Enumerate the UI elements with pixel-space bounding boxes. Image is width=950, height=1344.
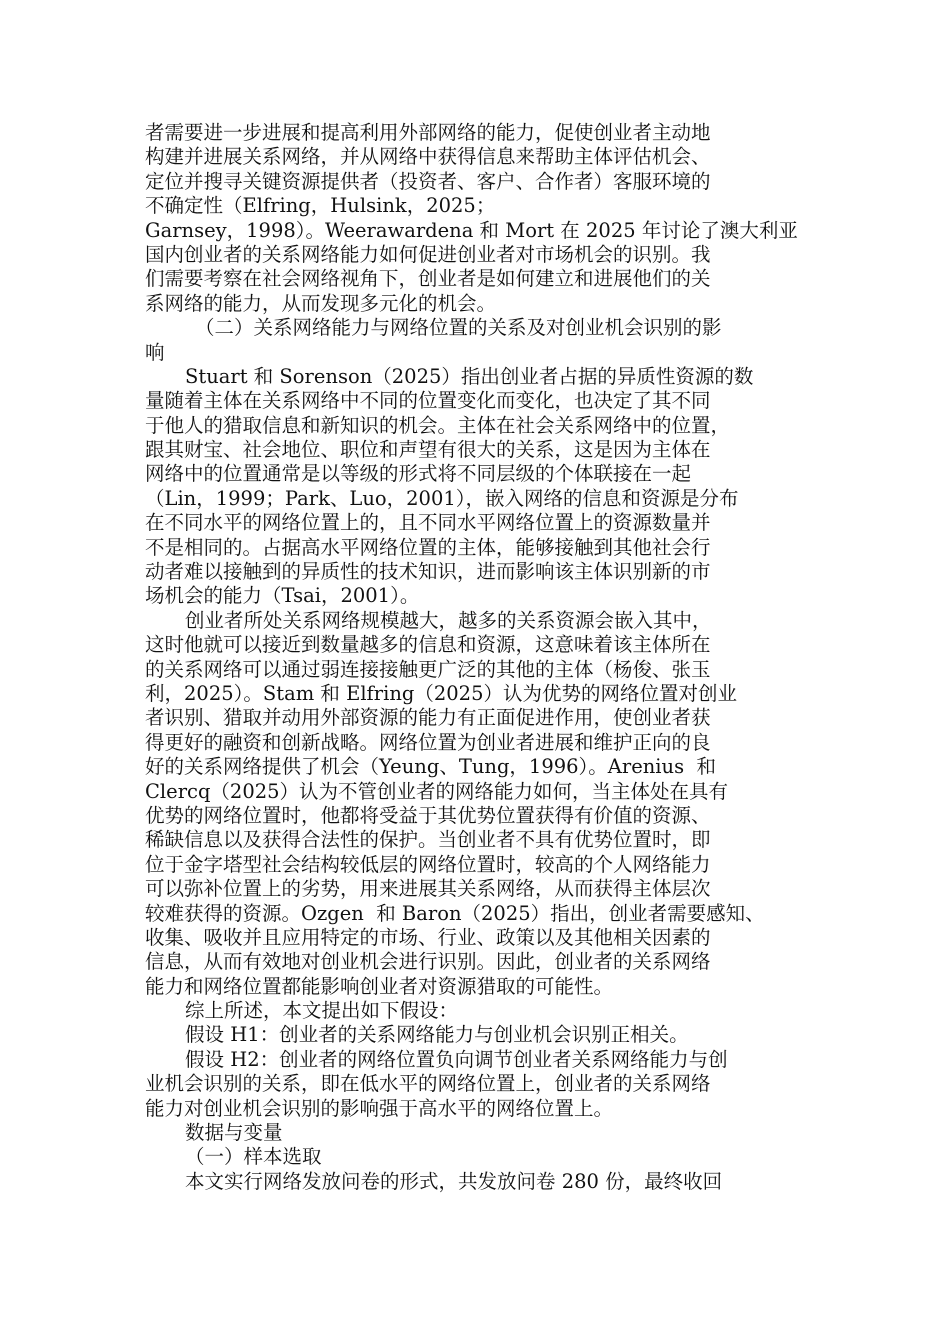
- text-line: 假设 H1：创业者的关系网络能力与创业机会识别正相关。: [185, 1023, 689, 1047]
- text-line: 定位并搜寻关键资源提供者（投资者、客户、合作者）客服环境的: [145, 169, 711, 193]
- text-line: 可以弥补位置上的劣势，用来进展其关系网络，从而获得主体层次: [145, 877, 711, 901]
- text-line: （一）样本选取: [185, 1145, 322, 1169]
- text-line: 得更好的融资和创新战略。网络位置为创业者进展和维护正向的良: [145, 730, 711, 754]
- text-line: 系网络的能力，从而发现多元化的机会。: [145, 291, 497, 315]
- text-line: 构建并进展关系网络，并从网络中获得信息来帮助主体评估机会、: [145, 145, 711, 169]
- text-line: 综上所述，本文提出如下假设：: [185, 999, 459, 1023]
- text-line: 响: [145, 340, 165, 364]
- text-line: 者需要进一步进展和提高利用外部网络的能力，促使创业者主动地: [145, 121, 711, 144]
- text-line: 业机会识别的关系，即在低水平的网络位置上，创业者的关系网络: [145, 1072, 711, 1096]
- text-line: （Lin，1999；Park、Luo，2001），嵌入网络的信息和资源是分布: [145, 486, 739, 510]
- text-line: 位于金字塔型社会结构较低层的网络位置时，较高的个人网络能力: [145, 852, 711, 876]
- text-line: 能力对创业机会识别的影响强于高水平的网络位置上。: [145, 1096, 614, 1120]
- text-line: 假设 H2：创业者的网络位置负向调节创业者关系网络能力与创: [185, 1047, 728, 1071]
- text-line: 数据与变量: [185, 1121, 283, 1145]
- text-line: 不是相同的。占据高水平网络位置的主体，能够接触到其他社会行: [145, 535, 711, 559]
- text-line: 在不同水平的网络位置上的，且不同水平网络位置上的资源数量并: [145, 511, 711, 535]
- text-line: 者识别、猎取并动用外部资源的能力有正面促进作用，使创业者获: [145, 706, 711, 730]
- text-line: 好的关系网络提供了机会（Yeung、Tung，1996）。Arenius 和: [145, 755, 717, 779]
- text-line: 于他人的猎取信息和新知识的机会。主体在社会关系网络中的位置，: [145, 413, 731, 437]
- text-line: 不确定性（Elfring，Hulsink，2025；: [145, 194, 496, 218]
- text-line: 这时他就可以接近到数量越多的信息和资源，这意味着该主体所在: [145, 633, 711, 657]
- text-line: 信息，从而有效地对创业机会进行识别。因此，创业者的关系网络: [145, 950, 711, 974]
- text-line: 动者难以接触到的异质性的技术知识，进而影响该主体识别新的市: [145, 560, 711, 584]
- text-line: 本文实行网络发放问卷的形式，共发放问卷 280 份，最终收回: [185, 1169, 723, 1193]
- document-body: [145, 121, 805, 1194]
- text-line: 稀缺信息以及获得合法性的保护。当创业者不具有优势位置时，即: [145, 828, 711, 852]
- text-line: 网络中的位置通常是以等级的形式将不同层级的个体联接在一起: [145, 462, 692, 486]
- text-line: （二）关系网络能力与网络位置的关系及对创业机会识别的影: [195, 316, 722, 340]
- text-line: 较难获得的资源。Ozgen 和 Baron（2025）指出，创业者需要感知、: [145, 901, 765, 925]
- text-line: 收集、吸收并且应用特定的市场、行业、政策以及其他相关因素的: [145, 925, 711, 949]
- text-line: 场机会的能力（Tsai，2001）。: [145, 584, 420, 608]
- text-line: 能力和网络位置都能影响创业者对资源猎取的可能性。: [145, 974, 614, 998]
- text-line: 利，2025）。Stam 和 Elfring（2025）认为优势的网络位置对创业: [145, 681, 737, 705]
- text-line: 创业者所处关系网络规模越大，越多的关系资源会嵌入其中，: [185, 608, 712, 632]
- text-line: 跟其财宝、社会地位、职位和声望有很大的关系，这是因为主体在: [145, 438, 711, 462]
- text-line: Stuart 和 Sorenson（2025）指出创业者占据的异质性资源的数: [185, 364, 754, 388]
- text-line: 量随着主体在关系网络中不同的位置变化而变化，也决定了其不同: [145, 389, 711, 413]
- text-line: 国内创业者的关系网络能力如何促进创业者对市场机会的识别。我: [145, 242, 711, 266]
- text-line: Clercq（2025）认为不管创业者的网络能力如何，当主体处在具有: [145, 779, 729, 803]
- text-line: 们需要考察在社会网络视角下，创业者是如何建立和进展他们的关: [145, 267, 711, 291]
- text-line: 优势的网络位置时，他都将受益于其优势位置获得有价值的资源、: [145, 803, 711, 827]
- text-line: 的关系网络可以通过弱连接接触更广泛的其他的主体（杨俊、张玉: [145, 657, 711, 681]
- text-line: Garnsey，1998）。Weerawardena 和 Mort 在 2025 年讨论了澳大利亚: [145, 218, 798, 242]
